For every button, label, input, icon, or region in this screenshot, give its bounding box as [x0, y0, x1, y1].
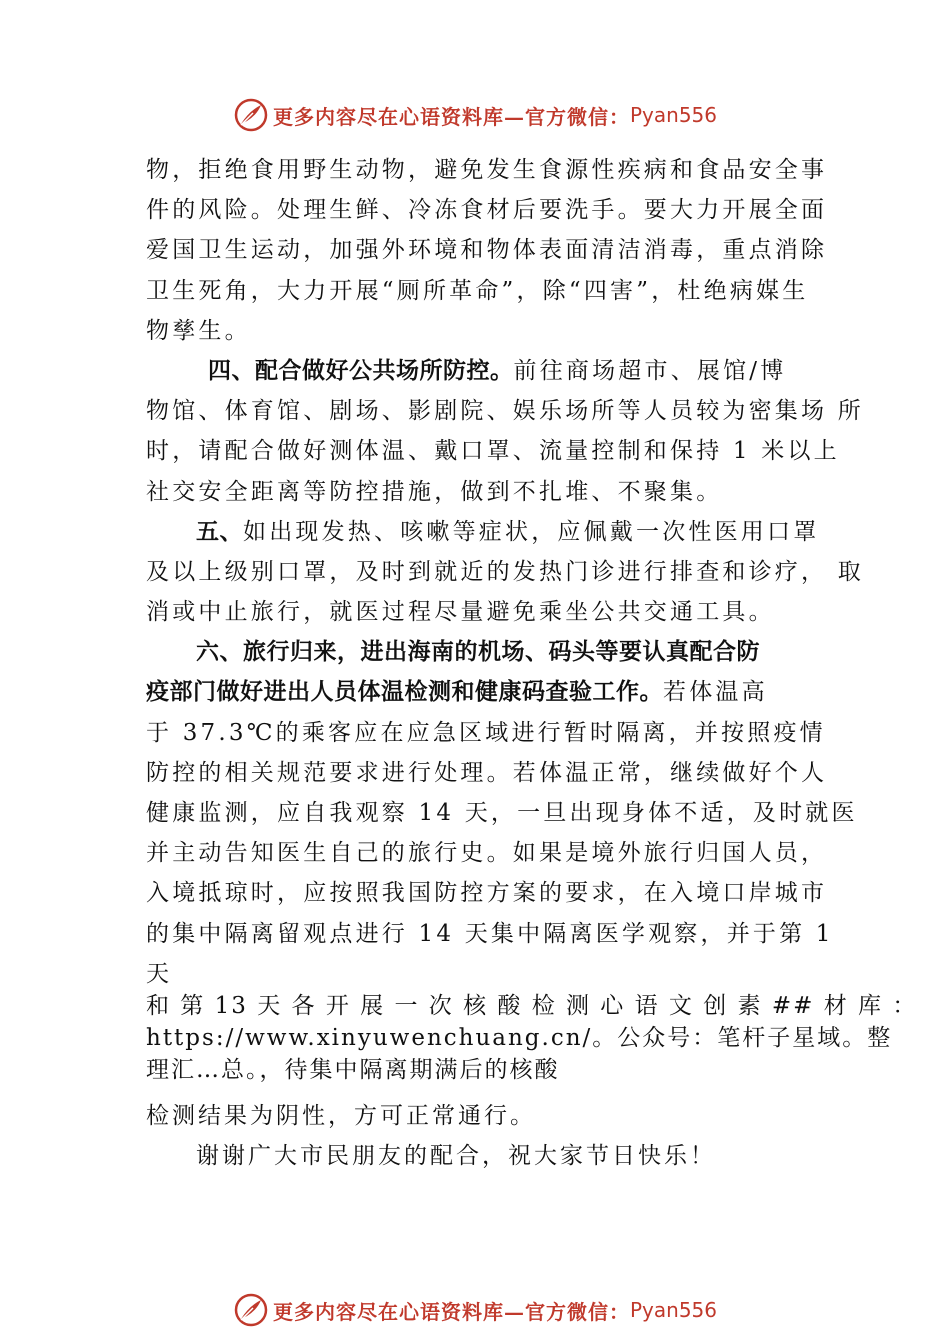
paragraph-5-heading: 五、 [196, 518, 243, 545]
text-line: 时，请配合做好测体温、戴口罩、流量控制和保持 1 米以上 [146, 438, 840, 465]
text-line: 如出现发热、咳嗽等症状，应佩戴一次性医用口罩 [243, 518, 820, 545]
text-line: 天 [146, 960, 173, 987]
feather-logo-icon [233, 97, 269, 133]
paragraph-6-heading-cont: 疫部门做好进出人员体温检测和健康码查验工作。 [146, 679, 663, 706]
text-line: 理汇…总。，待集中隔离期满后的核酸 [146, 1057, 560, 1083]
banner-text: 更多内容尽在心语资料库—官方微信： [272, 104, 630, 129]
text-line: 前往商场超市、展馆/博 [513, 357, 787, 384]
wechat-id: Pyan556 [629, 103, 717, 127]
text-line: 入境抵琼时，应按照我国防控方案的要求，在入境口岸城市 [146, 880, 828, 907]
paragraph-6-heading: 六、旅行归来，进出海南的机场、码头等要认真配合防 [196, 639, 760, 666]
text-line: 若体温高 [663, 679, 768, 706]
text-line: 件的风险。处理生鲜、冷冻食材后要洗手。要大力开展全面 [146, 197, 828, 224]
closing-line: 谢谢广大市民朋友的配合，祝大家节日快乐！ [196, 1143, 716, 1169]
text-line: 健康监测，应自我观察 14 天，一旦出现身体不适，及时就医 [146, 800, 858, 826]
text-line: 于 37.3℃的乘客应在应急区域进行暂时隔离，并按照疫情 [146, 719, 826, 746]
text-line: 爱国卫生运动，加强外环境和物体表面清洁消毒，重点消除 [146, 237, 828, 264]
text-line: 的集中隔离留观点进行 14 天集中隔离医学观察，并于第 1 [146, 920, 834, 947]
paragraph-5-first-line [146, 512, 820, 552]
text-line: 社交安全距离等防控措施，做到不扎堆、不聚集。 [146, 478, 723, 505]
feather-logo-icon [233, 1292, 269, 1328]
header-banner [0, 95, 950, 135]
banner-text: 更多内容尽在心语资料库—官方微信： [272, 1299, 630, 1324]
text-line: 卫生死角，大力开展“厕所革命”，除“四害”，杜绝病媒生 [146, 277, 809, 304]
watermark-insert-block [146, 990, 918, 1086]
text-line: https://www.xinyuwenchuang.cn/。公众号：笔杆子星域。整 [146, 1025, 893, 1051]
paragraph-4-first-line [146, 351, 810, 391]
paragraph-4-heading: 四、配合做好公共场所防控。 [208, 357, 514, 384]
text-line: 物馆、体育馆、剧场、影剧院、娱乐场所等人员较为密集场 所 [146, 398, 864, 425]
document-body [146, 150, 864, 994]
wechat-id: Pyan556 [629, 1298, 717, 1322]
text-line: 防控的相关规范要求进行处理。若体温正常，继续做好个人 [146, 759, 828, 786]
text-line: 检测结果为阴性，方可正常通行。 [146, 1103, 536, 1129]
paragraph-6-second-line [146, 672, 810, 712]
text-line: 消或中止旅行，就医过程尽量避免乘坐公共交通工具。 [146, 599, 775, 626]
text-line: 及以上级别口罩，及时到就近的发热门诊进行排查和诊疗， 取 [146, 558, 864, 585]
text-line: 和 第 13 天 各 开 展 一 次 核 酸 检 测 心 语 文 创 素 ## 材 库 ： [146, 993, 918, 1019]
closing-block [146, 1096, 826, 1176]
text-line: 并主动告知医生自己的旅行史。如果是境外旅行归国人员， [146, 840, 828, 867]
text-line: 物孳生。 [146, 317, 251, 344]
footer-banner [0, 1290, 950, 1330]
text-line: 物，拒绝食用野生动物，避免发生食源性疾病和食品安全事 [146, 157, 828, 183]
